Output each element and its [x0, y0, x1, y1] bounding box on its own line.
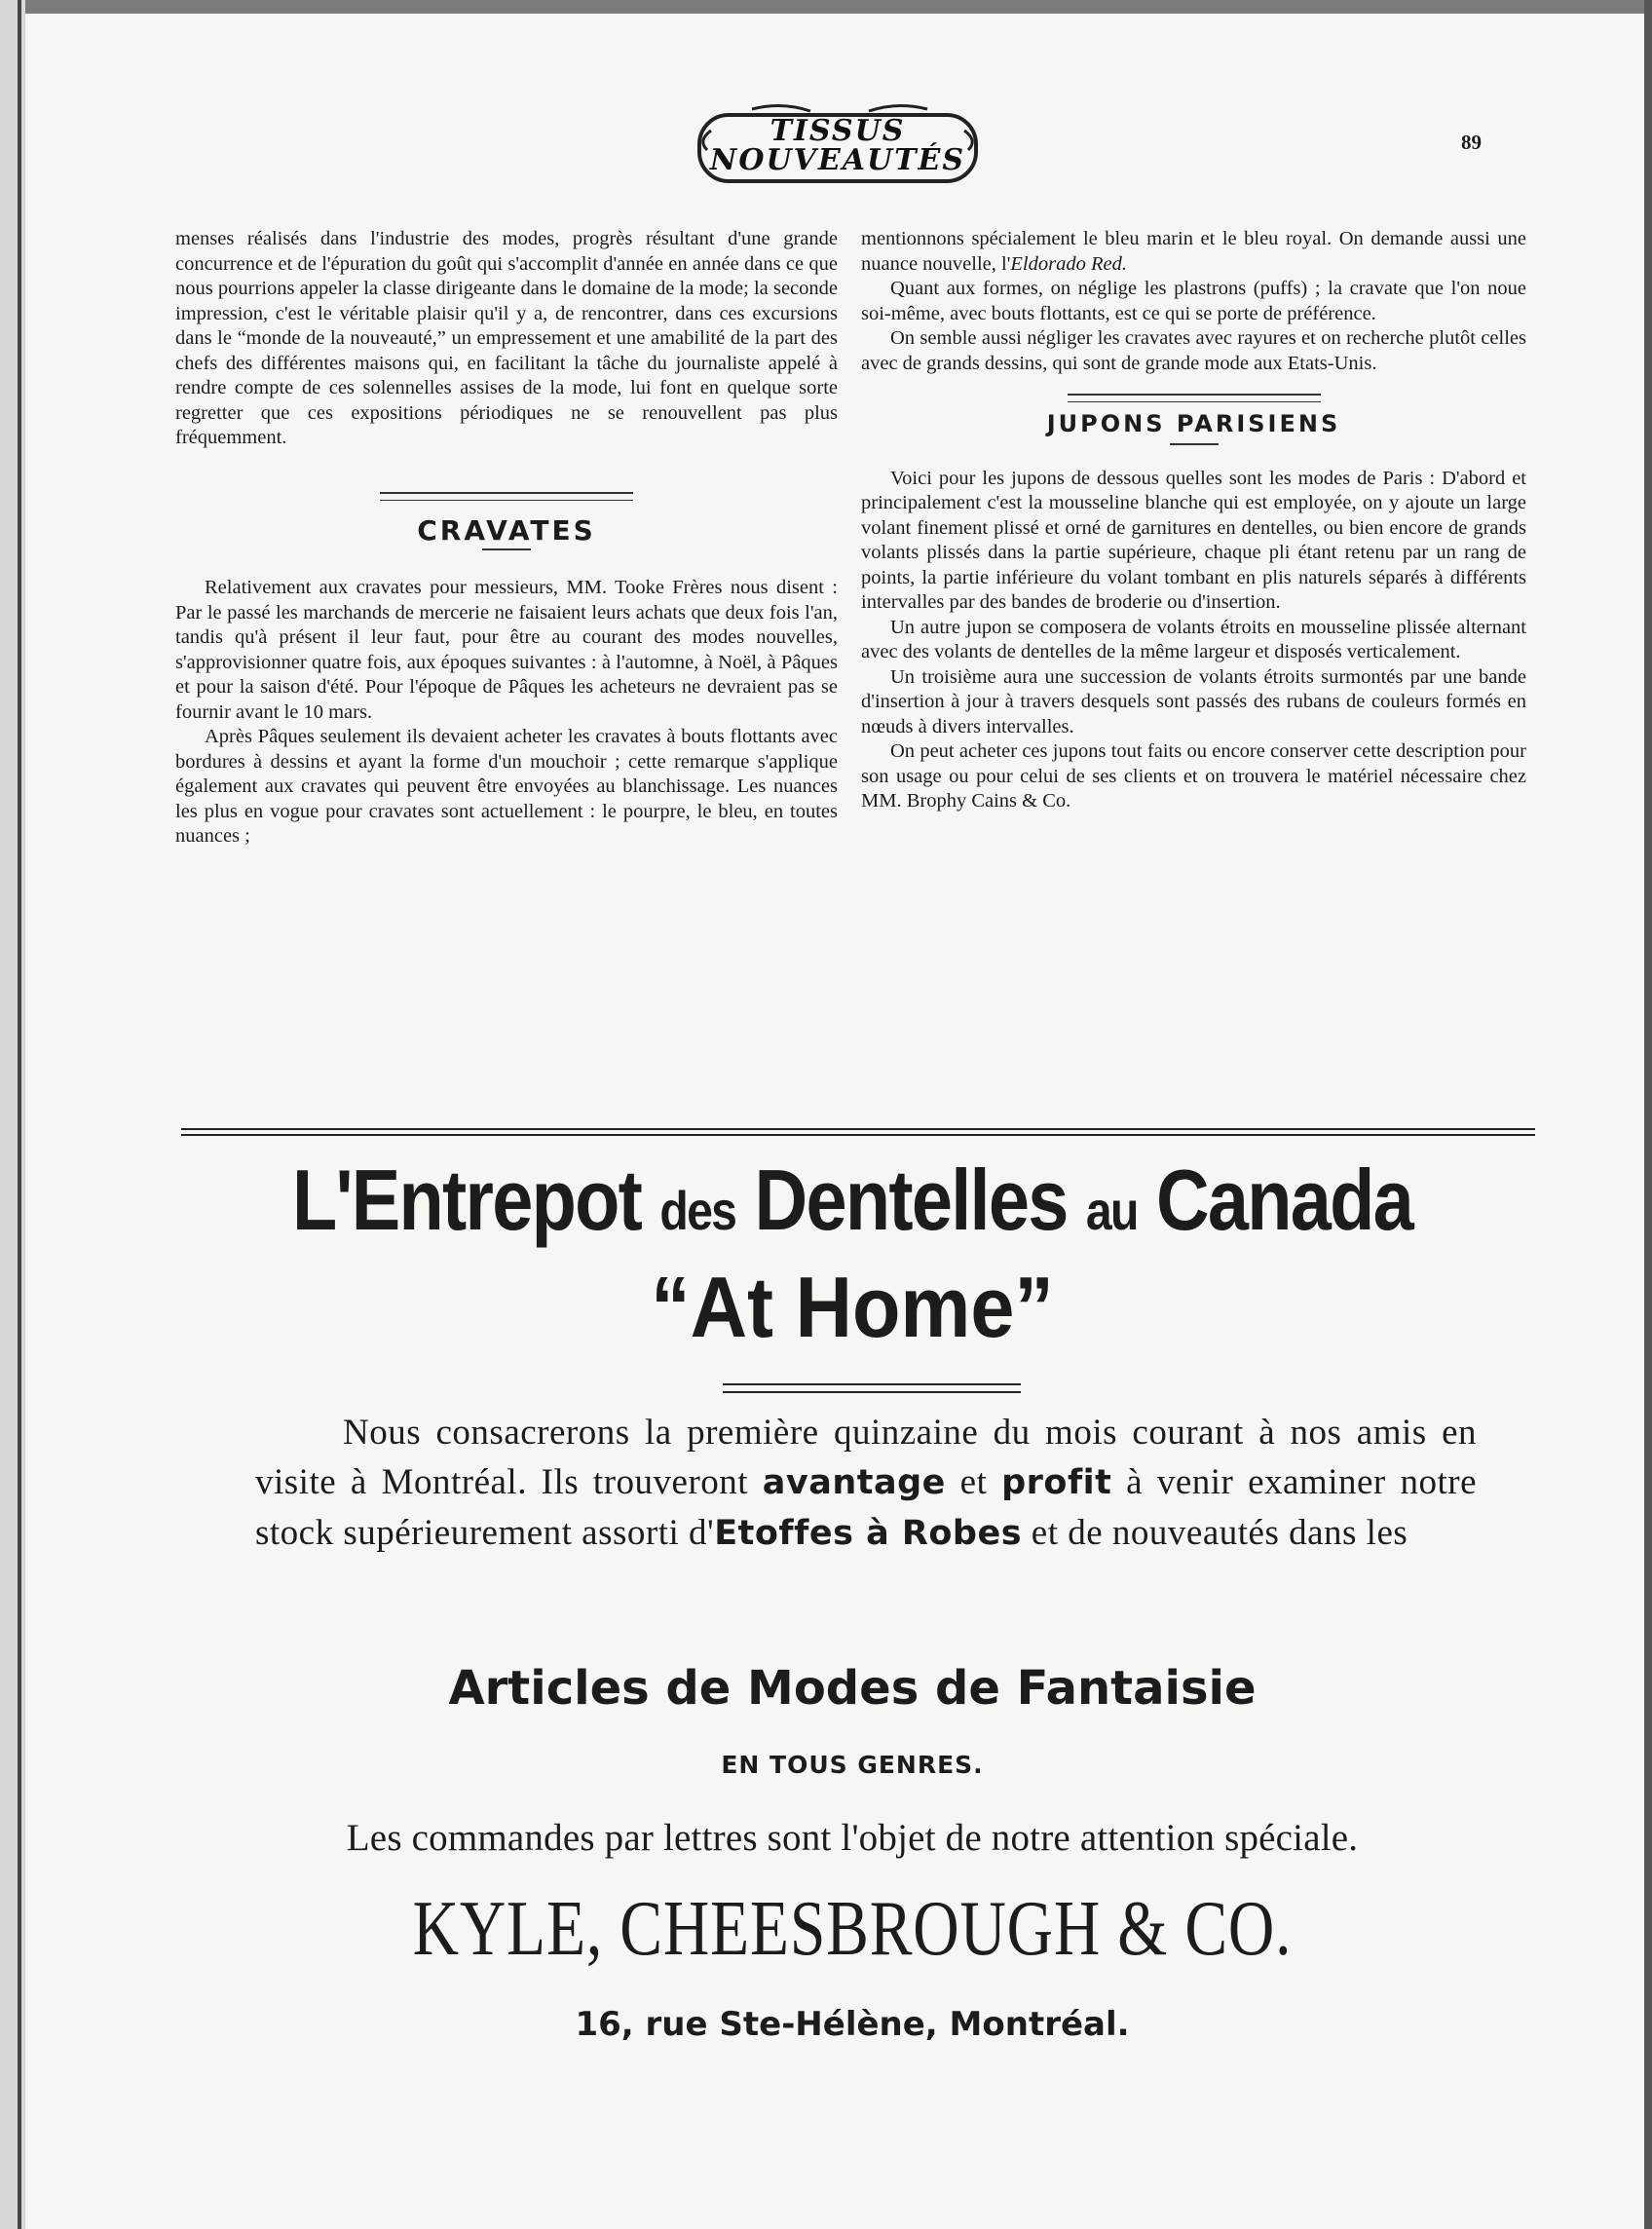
left-column [175, 227, 838, 850]
ad-emphasis: Etoffes à Robes [714, 1514, 1023, 1553]
page-number: 89 [1461, 131, 1482, 154]
ad-paragraph [255, 1408, 1477, 1559]
ad-headline [270, 1150, 1434, 1262]
paragraph: On semble aussi négliger les cravates avec rayures et on recherche plutôt celles avec de grands dessins, qui sont de grande mode aux Etats-Unis. [861, 327, 1526, 374]
advertisement-rule [181, 1128, 1535, 1136]
ad-headline-part: Dentelles [754, 1152, 1068, 1248]
ad-headline-part: des [659, 1180, 736, 1241]
section-title-cravates: CRAVATES [417, 513, 596, 547]
paragraph: Un autre jupon se composera de volants étroits en mousseline plissée alternant avec des volants de dentelles de la même largeur et disposés verticalement. [861, 616, 1526, 662]
paragraph: On peut acheter ces jupons tout faits ou encore conserver cette description pour son usage ou pour celui de ses clients et on trouvera le matériel nécessaire chez MM. Brophy Cains & Co. [861, 740, 1526, 812]
ad-articles-heading: Articles de Modes de Fantaisie [448, 1661, 1257, 1716]
ad-divider [723, 1383, 1021, 1393]
paragraph: Un troisième aura une succession de volants étroits surmontés par une bande d'insertion à jour à travers desquels sont passés des rubans de couleurs formés en nœuds à divers intervalles. [861, 665, 1526, 737]
ad-text: à venir examiner notre stock supérieurement assorti d' [255, 1462, 1477, 1553]
paragraph [861, 227, 1526, 277]
masthead-logo [694, 101, 982, 191]
ad-orders: Les commandes par lettres sont l'objet de notre attention spéciale. [346, 1817, 1359, 1859]
italic-text: Eldorado Red. [1010, 252, 1127, 275]
ad-headline-part: Canada [1155, 1152, 1413, 1248]
ad-text: et de nouveautés dans les [1022, 1513, 1408, 1553]
binding-edge [0, 0, 25, 2229]
paragraph-text: mentionnons spécialement le bleu marin et le bleu royal. On demande aussi une nuance nouvelle, l' [861, 228, 1526, 275]
section-rule [380, 492, 633, 501]
ad-body [255, 1408, 1477, 1559]
paragraph: Voici pour les jupons de dessous quelles sont les modes de Paris : D'abord et principalement c'est la mousseline blanche qui est employée, on y ajoute un large volant finement plissé et orné de garnitures en dentelles, ou bien encore de grands volants plissés dans la partie supérieure, chaque pli étant retenu par un rang de points, la partie inférieure du volant tombant en plis naturels séparés à différents intervalles par des bandes de broderie ou d'insertion. [861, 467, 1526, 613]
paragraph: menses réalisés dans l'industrie des modes, progrès résultant d'une grande concurrence et de l'épuration du goût qui s'accomplit d'année en année dans ce que nous pourrions appeler la classe dirigeante dans le domaine de la mode; la seconde impression, c'est le véritable plaisir qu'il y a, de rencontrer, dans ces excursions dans le “monde de la nouveauté,” un empressement et une amabilité de la part des chefs des différentes maisons qui, en facilitant la tâche du journaliste appelé à rendre compte de ces solennelles assises de la mode, lui font en quelque sorte regretter que ces expositions périodiques ne se renouvellent pas plus fréquemment. [175, 228, 838, 448]
scan-border [1644, 0, 1652, 2229]
ad-headline-part: L'Entrepot [291, 1152, 642, 1248]
section-rule [1068, 394, 1321, 402]
ad-text: Nous consacrerons la première quinzaine du mois courant à nos amis en visite à Montréal. Ils trouveront [255, 1413, 1477, 1502]
paragraph: Quant aux formes, on néglige les plastrons (puffs) ; la cravate que l'on noue soi-même, avec bouts flottants, est ce qui se porte de préférence. [861, 278, 1526, 324]
ad-genres: EN TOUS GENRES. [721, 1751, 984, 1779]
section-title-jupons: JUPONS PARISIENS [1046, 410, 1341, 437]
ad-headline-part: au [1085, 1180, 1138, 1241]
logo-text: TISSUS NOUVEAUTÉS [709, 114, 966, 177]
ad-emphasis: profit [1001, 1463, 1112, 1502]
ad-address: 16, rue Ste-Hélène, Montréal. [575, 2005, 1130, 2044]
ad-subheadline: “At Home” [651, 1259, 1054, 1355]
paragraph: Relativement aux cravates pour messieurs, MM. Tooke Frères nous disent : Par le passé les marchands de mercerie ne faisaient leurs achats que deux fois l'an, tandis qu'à présent il leur faut, pour être au courant des modes nouvelles, s'approvisionner quatre fois, aux époques suivantes : à l'automne, à Noël, à Pâques et pour la saison d'été. Pour l'époque de Pâques les acheteurs ne devraient pas se fournir avant le 10 mars. [175, 577, 838, 723]
ad-text: et [945, 1462, 1002, 1502]
ad-emphasis: avantage [762, 1463, 946, 1502]
ad-company-name: KYLE, CHEESBROUGH & CO. [412, 1886, 1293, 1972]
right-column [861, 227, 1526, 814]
paragraph: Après Pâques seulement ils devaient acheter les cravates à bouts flottants avec bordures à dessins et ayant la forme d'un mouchoir ; cette remarque s'applique également aux cravates qui peuvent être envoyées au blanchissage. Les nuances les plus en vogue pour cravates sont actuellement : le pourpre, le bleu, en toutes nuances ; [175, 726, 838, 847]
